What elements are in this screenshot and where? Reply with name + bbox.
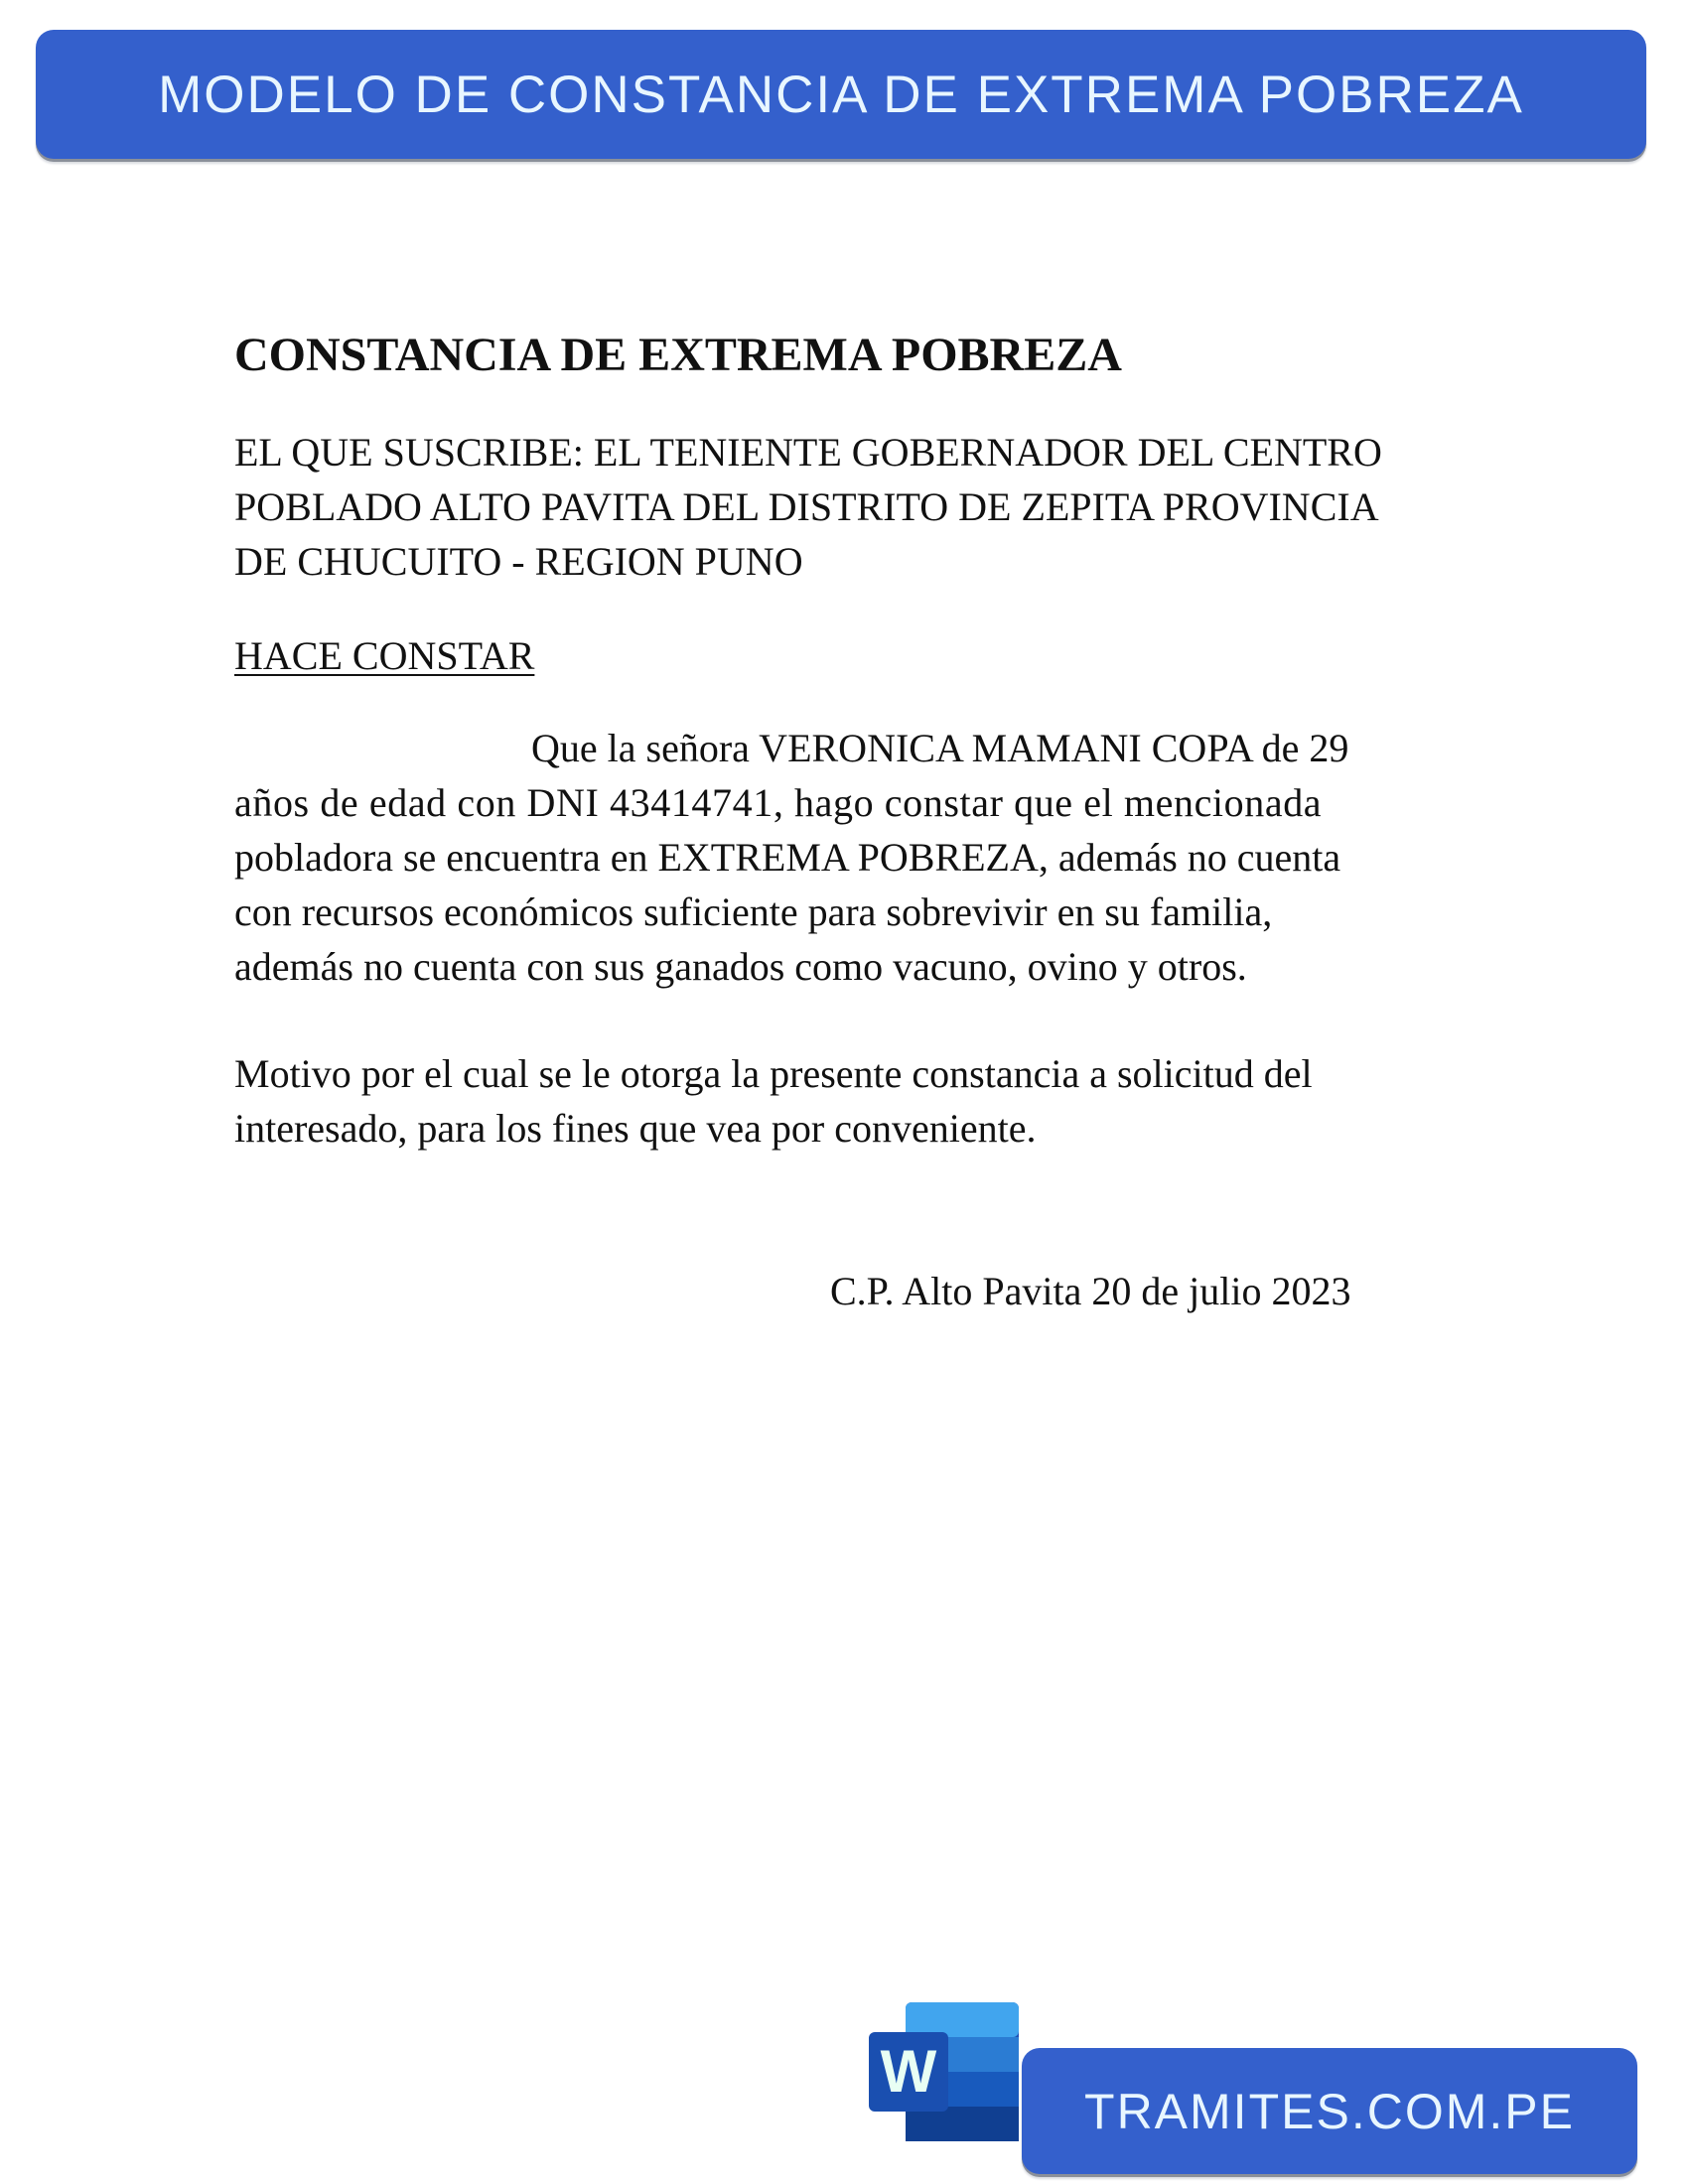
intro-line: EL QUE SUSCRIBE: EL TENIENTE GOBERNADOR DEL CENTRO: [234, 430, 1382, 475]
footer-site-link[interactable]: TRAMITES.COM.PE: [1084, 2083, 1575, 2139]
body-line: además no cuenta con sus ganados como vacuno, ovino y otros.: [234, 944, 1247, 989]
header-banner-title: MODELO DE CONSTANCIA DE EXTREMA POBREZA: [158, 65, 1524, 124]
body-line: pobladora se encuentra en EXTREMA POBREZA, además no cuenta: [234, 835, 1341, 880]
intro-line: POBLADO ALTO PAVITA DEL DISTRITO DE ZEPITA PROVINCIA: [234, 484, 1379, 529]
body-line: Que la señora VERONICA MAMANI COPA de 29: [531, 726, 1349, 770]
word-icon: [866, 2000, 1025, 2144]
section-heading: HACE CONSTAR: [234, 633, 535, 678]
body-line: años de edad con DNI 43414741, hago constar que el mencionada: [234, 780, 1323, 825]
header-banner: [36, 30, 1646, 159]
document-title: CONSTANCIA DE EXTREMA POBREZA: [234, 329, 1122, 381]
footer-banner[interactable]: [1022, 2048, 1637, 2174]
svg-text:W: W: [880, 2038, 937, 2105]
intro-line: DE CHUCUITO - REGION PUNO: [234, 539, 803, 584]
body-line: con recursos económicos suficiente para sobrevivir en su familia,: [234, 889, 1273, 934]
closing-line: Motivo por el cual se le otorga la presente constancia a solicitud del: [234, 1051, 1313, 1096]
closing-line: interesado, para los fines que vea por conveniente.: [234, 1106, 1037, 1151]
place-date: C.P. Alto Pavita 20 de julio 2023: [830, 1269, 1351, 1313]
